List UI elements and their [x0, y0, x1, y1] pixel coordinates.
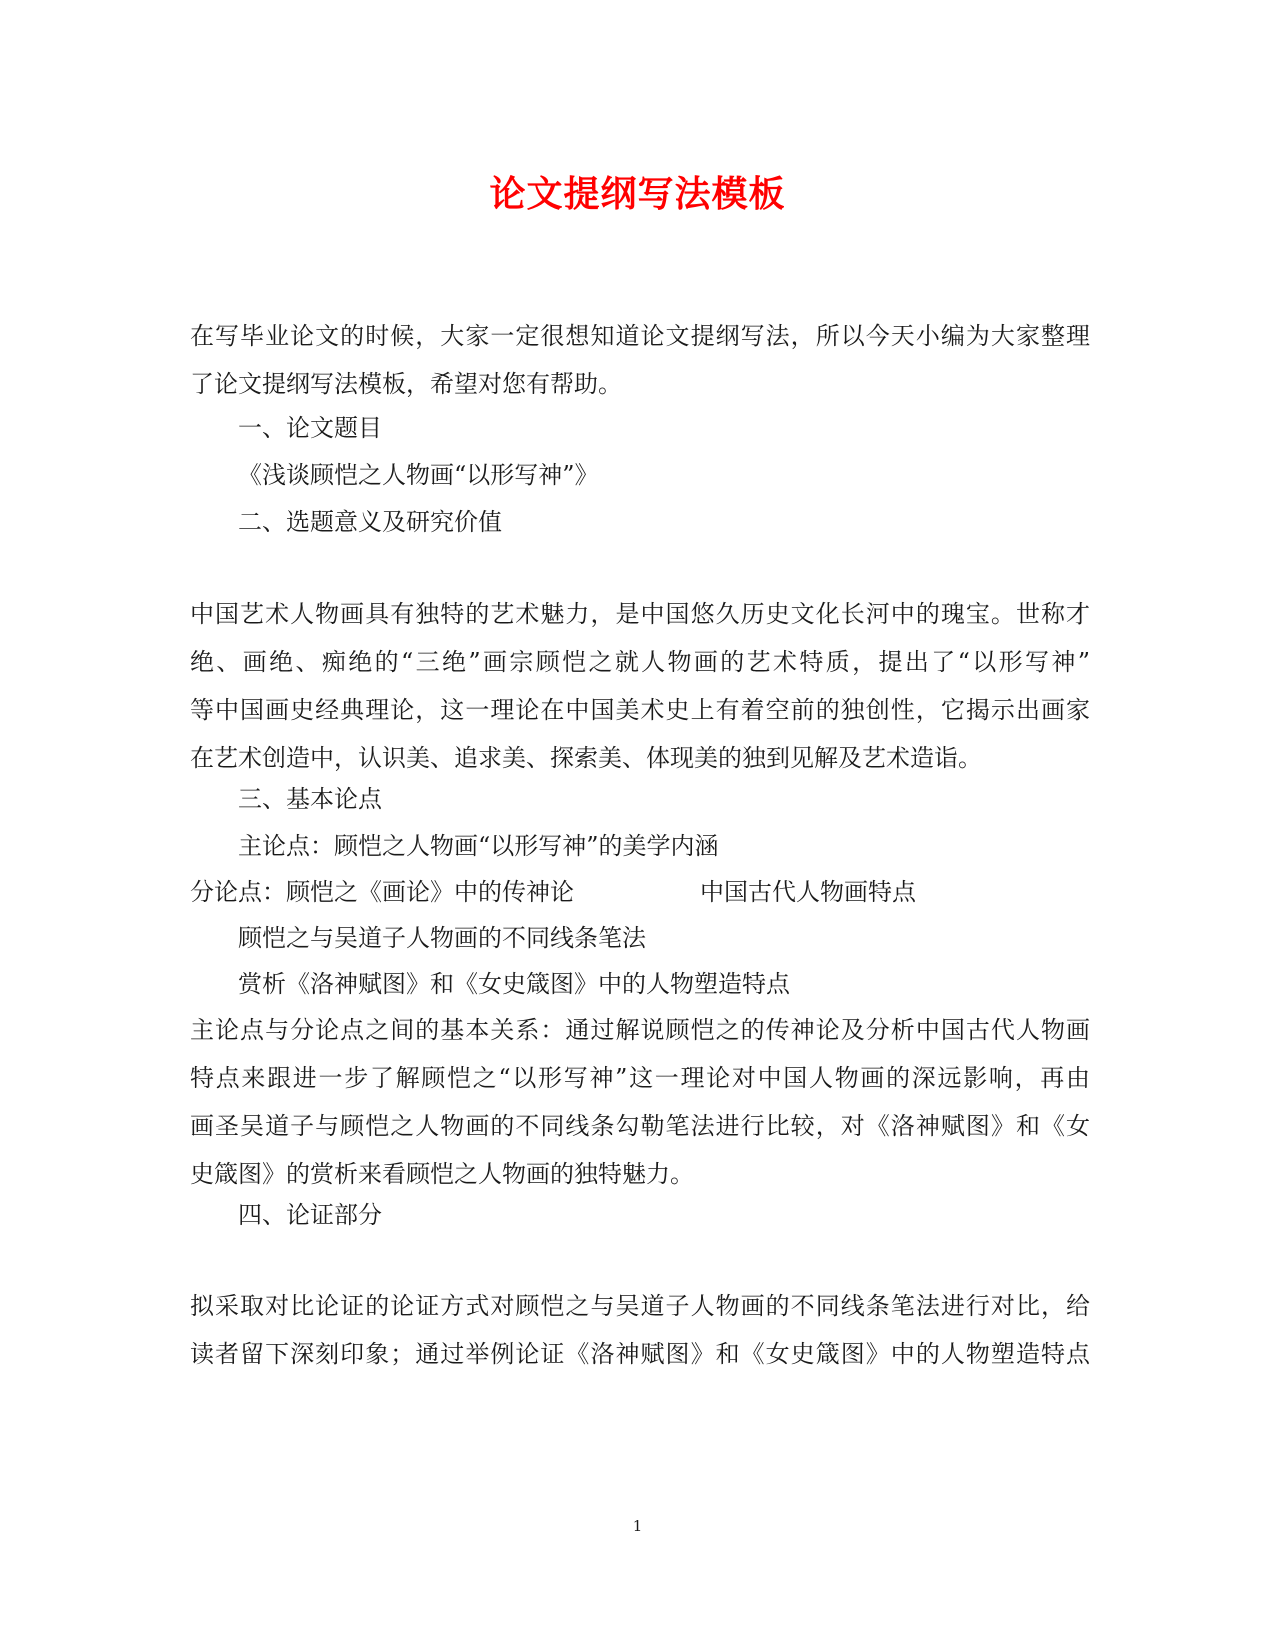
section4-paragraph	[190, 1282, 1090, 1378]
section2-line: 在艺术创造中，认识美、追求美、探索美、体现美的独到见解及艺术造诣。	[190, 744, 982, 772]
relation-paragraph	[190, 1006, 1090, 1198]
section4-line: 读者留下深刻印象；通过举例论证《洛神赋图》和《女史箴图》中的人物塑造特点	[190, 1340, 1090, 1368]
section2-line: 等中国画史经典理论，这一理论在中国美术史上有着空前的独创性，它揭示出画家	[190, 696, 1090, 724]
intro-line: 在写毕业论文的时候，大家一定很想知道论文提纲写法，所以今天小编为大家整理	[190, 322, 1090, 350]
section4-line: 拟采取对比论证的论证方式对顾恺之与吴道子人物画的不同线条笔法进行对比，给	[190, 1292, 1090, 1320]
main-point: 主论点：顾恺之人物画“以形写神”的美学内涵	[238, 832, 719, 860]
section2-line: 绝、画绝、痴绝的“三绝”画宗顾恺之就人物画的艺术特质，提出了“以形写神”	[190, 648, 1090, 676]
page-number: 1	[632, 1517, 643, 1535]
sub-point-left: 分论点：顾恺之《画论》中的传神论	[190, 878, 574, 906]
sub-point-2: 顾恺之与吴道子人物画的不同线条笔法	[238, 924, 646, 952]
relation-line: 特点来跟进一步了解顾恺之“以形写神”这一理论对中国人物画的深远影响，再由	[190, 1064, 1090, 1092]
intro-paragraph	[190, 312, 1090, 408]
thesis-title: 《浅谈顾恺之人物画“以形写神”》	[238, 461, 599, 489]
relation-line: 画圣吴道子与顾恺之人物画的不同线条勾勒笔法进行比较，对《洛神赋图》和《女	[190, 1112, 1090, 1140]
sub-point-right: 中国古代人物画特点	[700, 878, 916, 906]
relation-line: 史箴图》的赏析来看顾恺之人物画的独特魅力。	[190, 1160, 694, 1188]
section4-heading: 四、论证部分	[238, 1201, 382, 1229]
intro-line: 了论文提纲写法模板，希望对您有帮助。	[190, 370, 622, 398]
section2-line: 中国艺术人物画具有独特的艺术魅力，是中国悠久历史文化长河中的瑰宝。世称才	[190, 600, 1090, 628]
section3-heading: 三、基本论点	[238, 785, 382, 813]
document-title: 论文提纲写法模板	[489, 173, 786, 215]
section2-heading: 二、选题意义及研究价值	[238, 508, 502, 536]
relation-line: 主论点与分论点之间的基本关系：通过解说顾恺之的传神论及分析中国古代人物画	[190, 1016, 1090, 1044]
section1-heading: 一、论文题目	[238, 414, 382, 442]
sub-points-row	[190, 868, 916, 916]
section2-paragraph	[190, 590, 1090, 782]
sub-point-3: 赏析《洛神赋图》和《女史箴图》中的人物塑造特点	[238, 970, 790, 998]
